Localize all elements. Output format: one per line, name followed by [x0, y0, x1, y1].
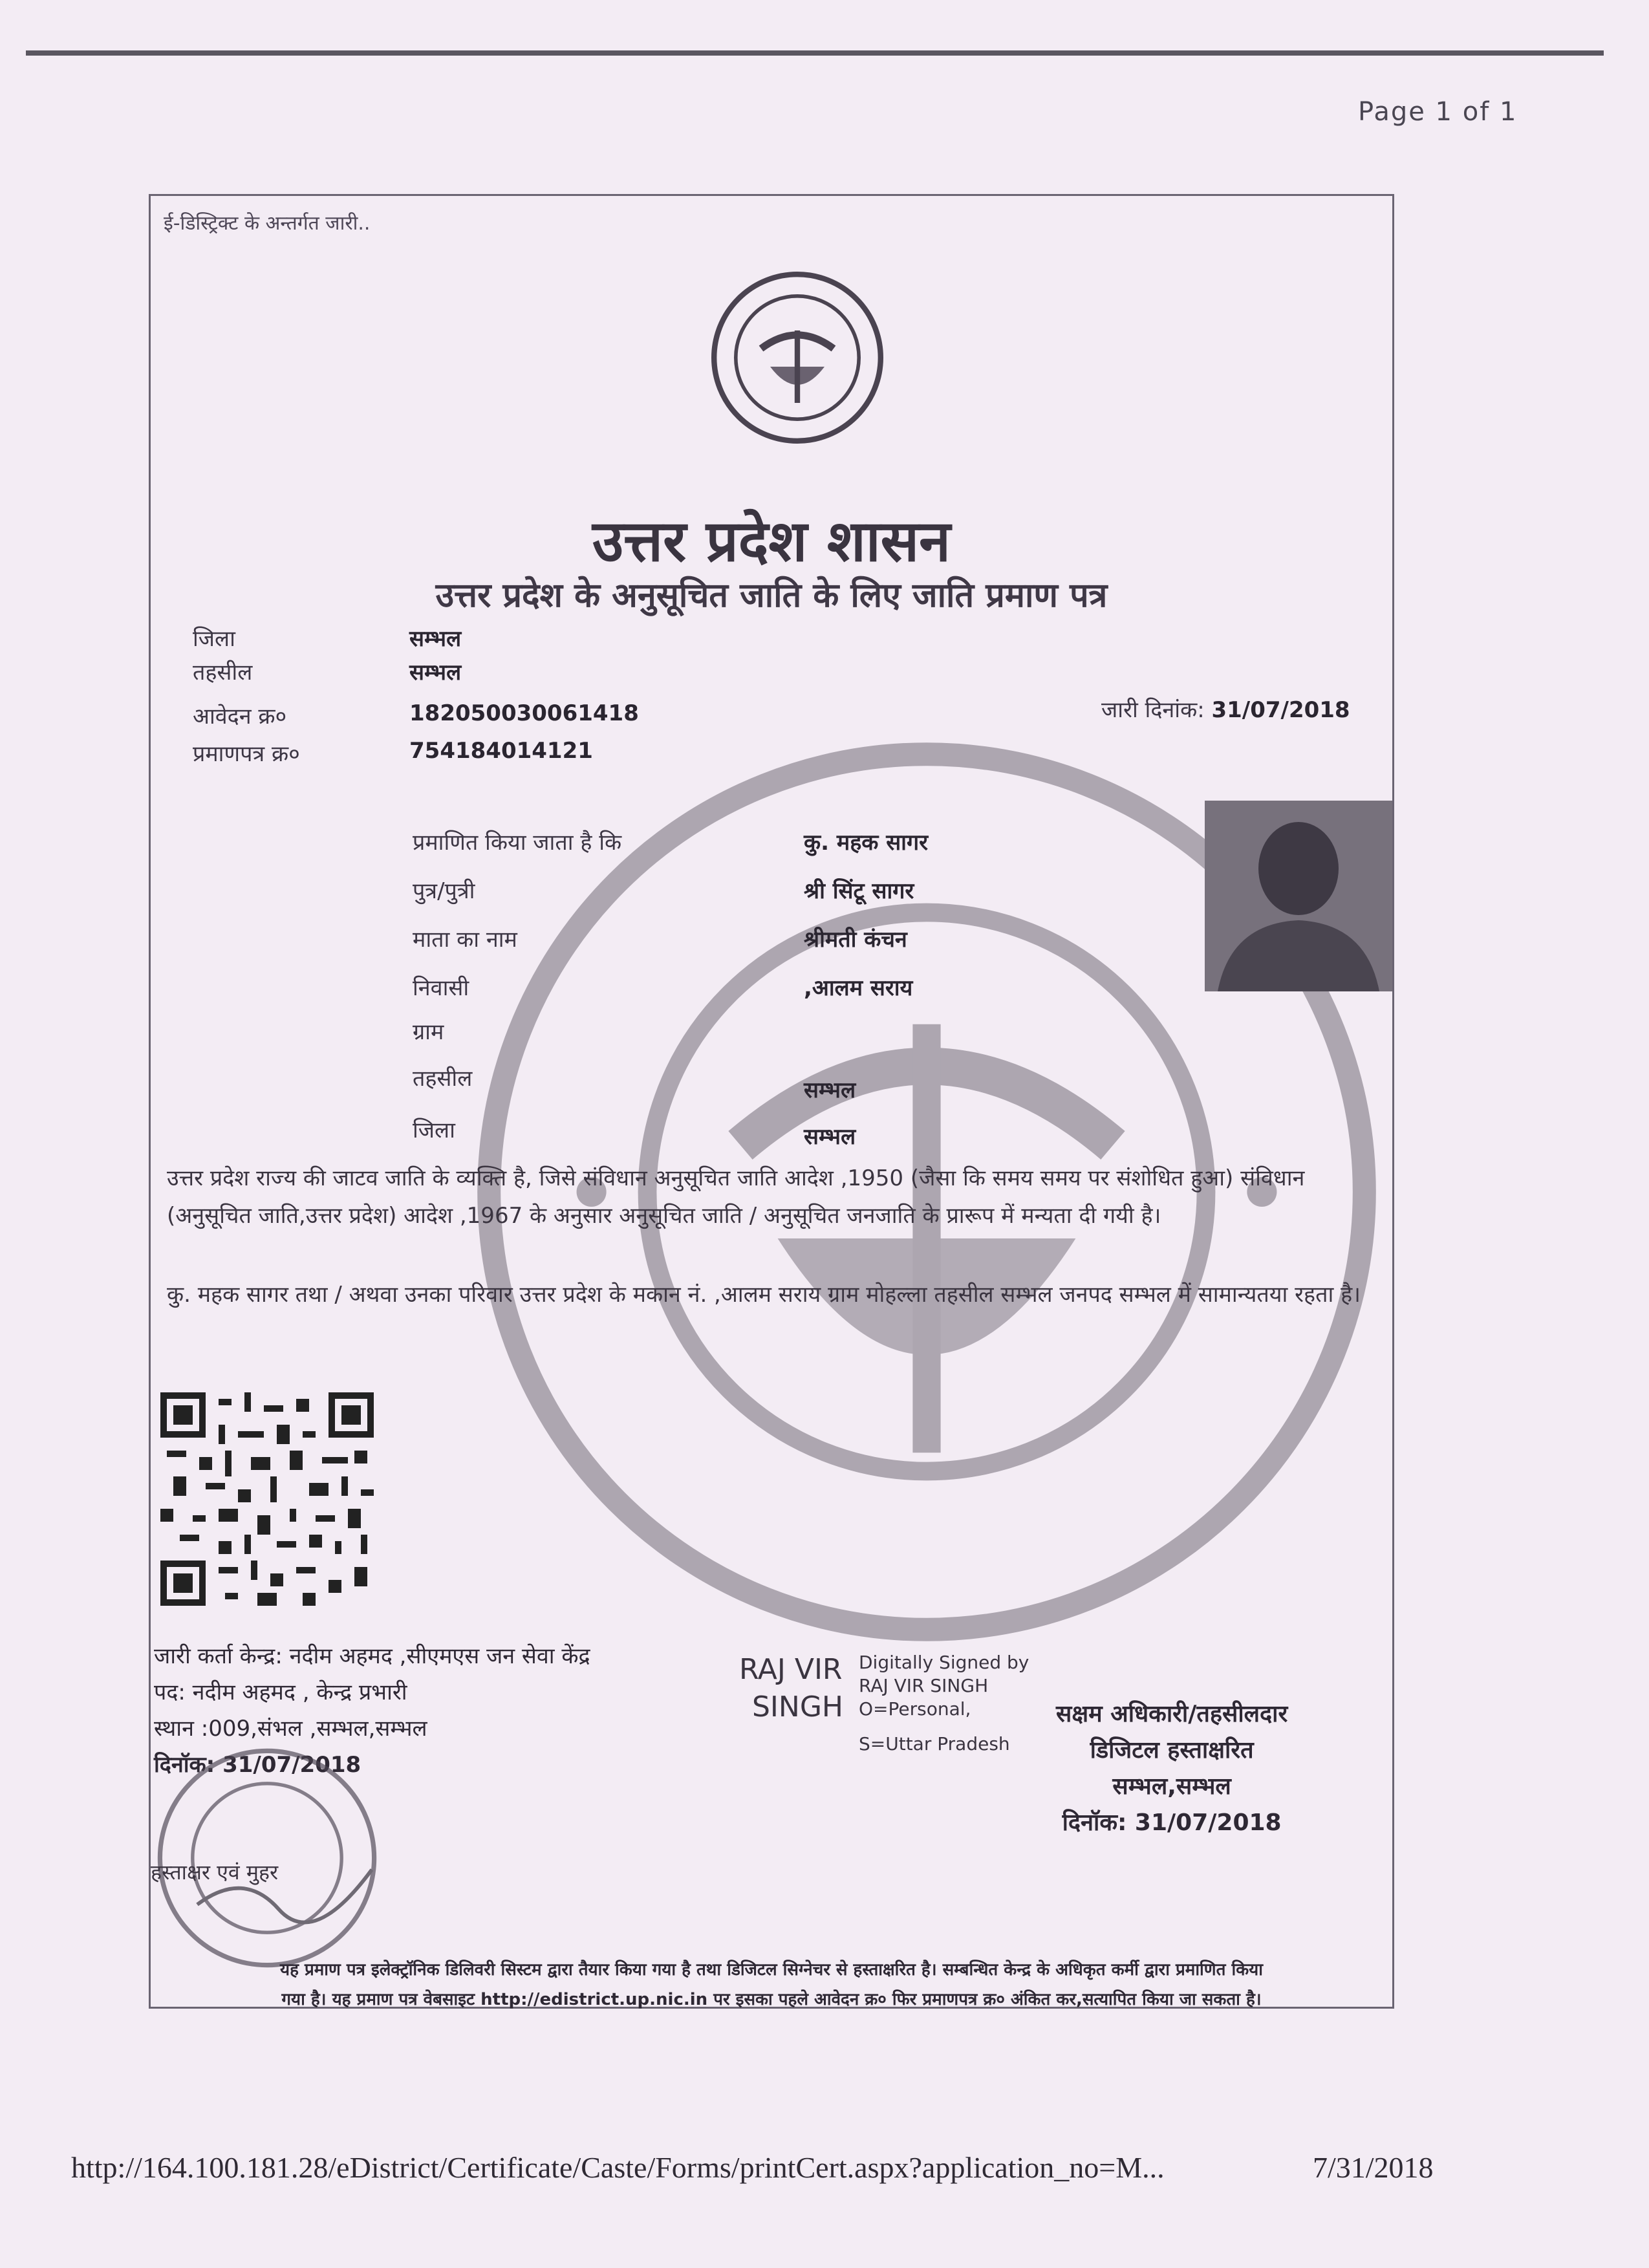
caste-statement: उत्तर प्रदेश राज्य की जाटव जाति के व्यक्ति है, जिसे संविधान अनुसूचित जाति आदेश ,1950 (जैसा कि समय समय पर संशोधित हुआ) संविधान (अनुसूचित जाति,उत्तर प्रदेश) आदेश ,1967 के अनुसार अनुसूचित जाति / अनुसूचित जनजाति के प्रारूप में मन्यता दी गयी है। — [167, 1165, 1305, 1229]
print-url: http://164.100.181.28/eDistrict/Certificate/Caste/Forms/printCert.aspx?application_no=M... — [71, 2151, 1165, 2184]
qr-code-icon — [160, 1392, 374, 1606]
person-value-name: कु. महक सागर — [804, 830, 929, 856]
officer-date: दिनॉक: 31/07/2018 — [1062, 1809, 1282, 1836]
field-label-tehsil: तहसील — [193, 660, 253, 686]
issue-date — [1101, 694, 1350, 724]
government-title: उत्तर प्रदेश शासन — [592, 507, 951, 574]
signature-seal-label: हस्ताक्षर एवं मुहर — [151, 1860, 279, 1885]
officer-place: सम्भल,सम्भल — [1112, 1773, 1231, 1800]
field-value-certificate-no: 754184014121 — [409, 738, 593, 764]
officer-block — [1056, 1696, 1288, 1841]
field-value-district: सम्भल — [409, 626, 462, 652]
certificate-frame — [149, 194, 1394, 2009]
person-label-mother: माता का नाम — [413, 927, 517, 953]
signer-info-line3: O=Personal, — [859, 1698, 971, 1720]
signer-info-line1: Digitally Signed by — [859, 1652, 1029, 1673]
print-date: 7/31/2018 — [1313, 2151, 1434, 2184]
person-label-tehsil: तहसील — [413, 1066, 473, 1092]
person-label-certify: प्रमाणित किया जाता है कि — [413, 830, 622, 856]
person-value-resident: ,आलम सराय — [804, 975, 913, 1001]
footnote-line2: गया है। यह प्रमाण पत्र वेबसाइट http://edistrict.up.nic.in पर इसका पहले आवेदन क्र० फिर प्रमाणपत्र क्र० अंकित कर,सत्यापित किया जा सकता है। — [281, 1990, 1262, 2009]
signer-info-line4: S=Uttar Pradesh — [859, 1733, 1010, 1755]
person-label-resident: निवासी — [413, 975, 469, 1001]
person-label-child-of: पुत्र/पुत्री — [413, 878, 475, 904]
issue-date-value: 31/07/2018 — [1211, 697, 1350, 723]
issuer-place: स्थान :009,संभल ,सम्भल,सम्भल — [154, 1716, 427, 1742]
residence-statement: कु. महक सागर तथा / अथवा उनका परिवार उत्तर प्रदेश के मकान नं. ,आलम सराय ग्राम मोहल्ला तहसील सम्भल जनपद सम्भल में सामान्यतया रहता है। — [167, 1282, 1361, 1308]
field-value-tehsil: सम्भल — [409, 660, 462, 686]
scan-top-rule — [26, 50, 1604, 56]
signer-name — [739, 1651, 843, 1726]
officer-title: सक्षम अधिकारी/तहसीलदार — [1056, 1701, 1288, 1727]
officer-digital-signed: डिजिटल हस्ताक्षरित — [1090, 1737, 1254, 1764]
verification-footnote — [151, 1955, 1392, 2014]
signer-name-line1: RAJ VIR — [739, 1653, 843, 1686]
person-value-tehsil: सम्भल — [804, 1077, 856, 1103]
signer-info — [859, 1651, 1029, 1756]
field-label-certificate-no: प्रमाणपत्र क्र० — [193, 741, 300, 767]
footnote-line1: यह प्रमाण पत्र इलेक्ट्रॉनिक डिलिवरी सिस्टम द्वारा तैयार किया गया है तथा डिजिटल सिग्नेचर से हस्ताक्षरित है। सम्बन्धित केन्द्र के अधिकृत कर्मी द्वारा प्रमाणित किया — [280, 1960, 1263, 1980]
person-value-father: श्री सिंटू सागर — [804, 878, 914, 904]
page-label: Page 1 of 1 — [1358, 97, 1518, 127]
field-label-district: जिला — [193, 626, 235, 652]
applicant-photo — [1205, 801, 1392, 991]
signer-info-line2: RAJ VIR SINGH — [859, 1675, 989, 1696]
issuer-date: दिनॉक: 31/07/2018 — [154, 1752, 361, 1778]
issuer-post: पद: नदीम अहमद , केन्द्र प्रभारी — [154, 1679, 407, 1705]
field-label-application-no: आवेदन क्र० — [193, 704, 287, 729]
certificate-subtitle: उत्तर प्रदेश के अनुसूचित जाति के लिए जाति प्रमाण पत्र — [435, 576, 1108, 615]
person-value-district: सम्भल — [804, 1124, 856, 1150]
signer-name-line2: SINGH — [752, 1690, 844, 1723]
issuer-centre: जारी कर्ता केन्द्र: नदीम अहमद ,सीएमएस जन सेवा केंद्र — [154, 1643, 590, 1669]
issue-date-label: जारी दिनांक: — [1101, 697, 1205, 723]
edistrict-note: ई-डिस्ट्रिक्ट के अन्तर्गत जारी.. — [164, 212, 371, 235]
digital-signature-block — [739, 1651, 1037, 1761]
person-label-district: जिला — [413, 1118, 455, 1143]
person-label-village: ग्राम — [413, 1019, 444, 1045]
up-emblem-icon — [707, 267, 888, 448]
person-silhouette-icon — [1205, 801, 1392, 991]
field-value-application-no: 182050030061418 — [409, 700, 639, 726]
person-value-mother: श्रीमती कंचन — [804, 927, 907, 953]
